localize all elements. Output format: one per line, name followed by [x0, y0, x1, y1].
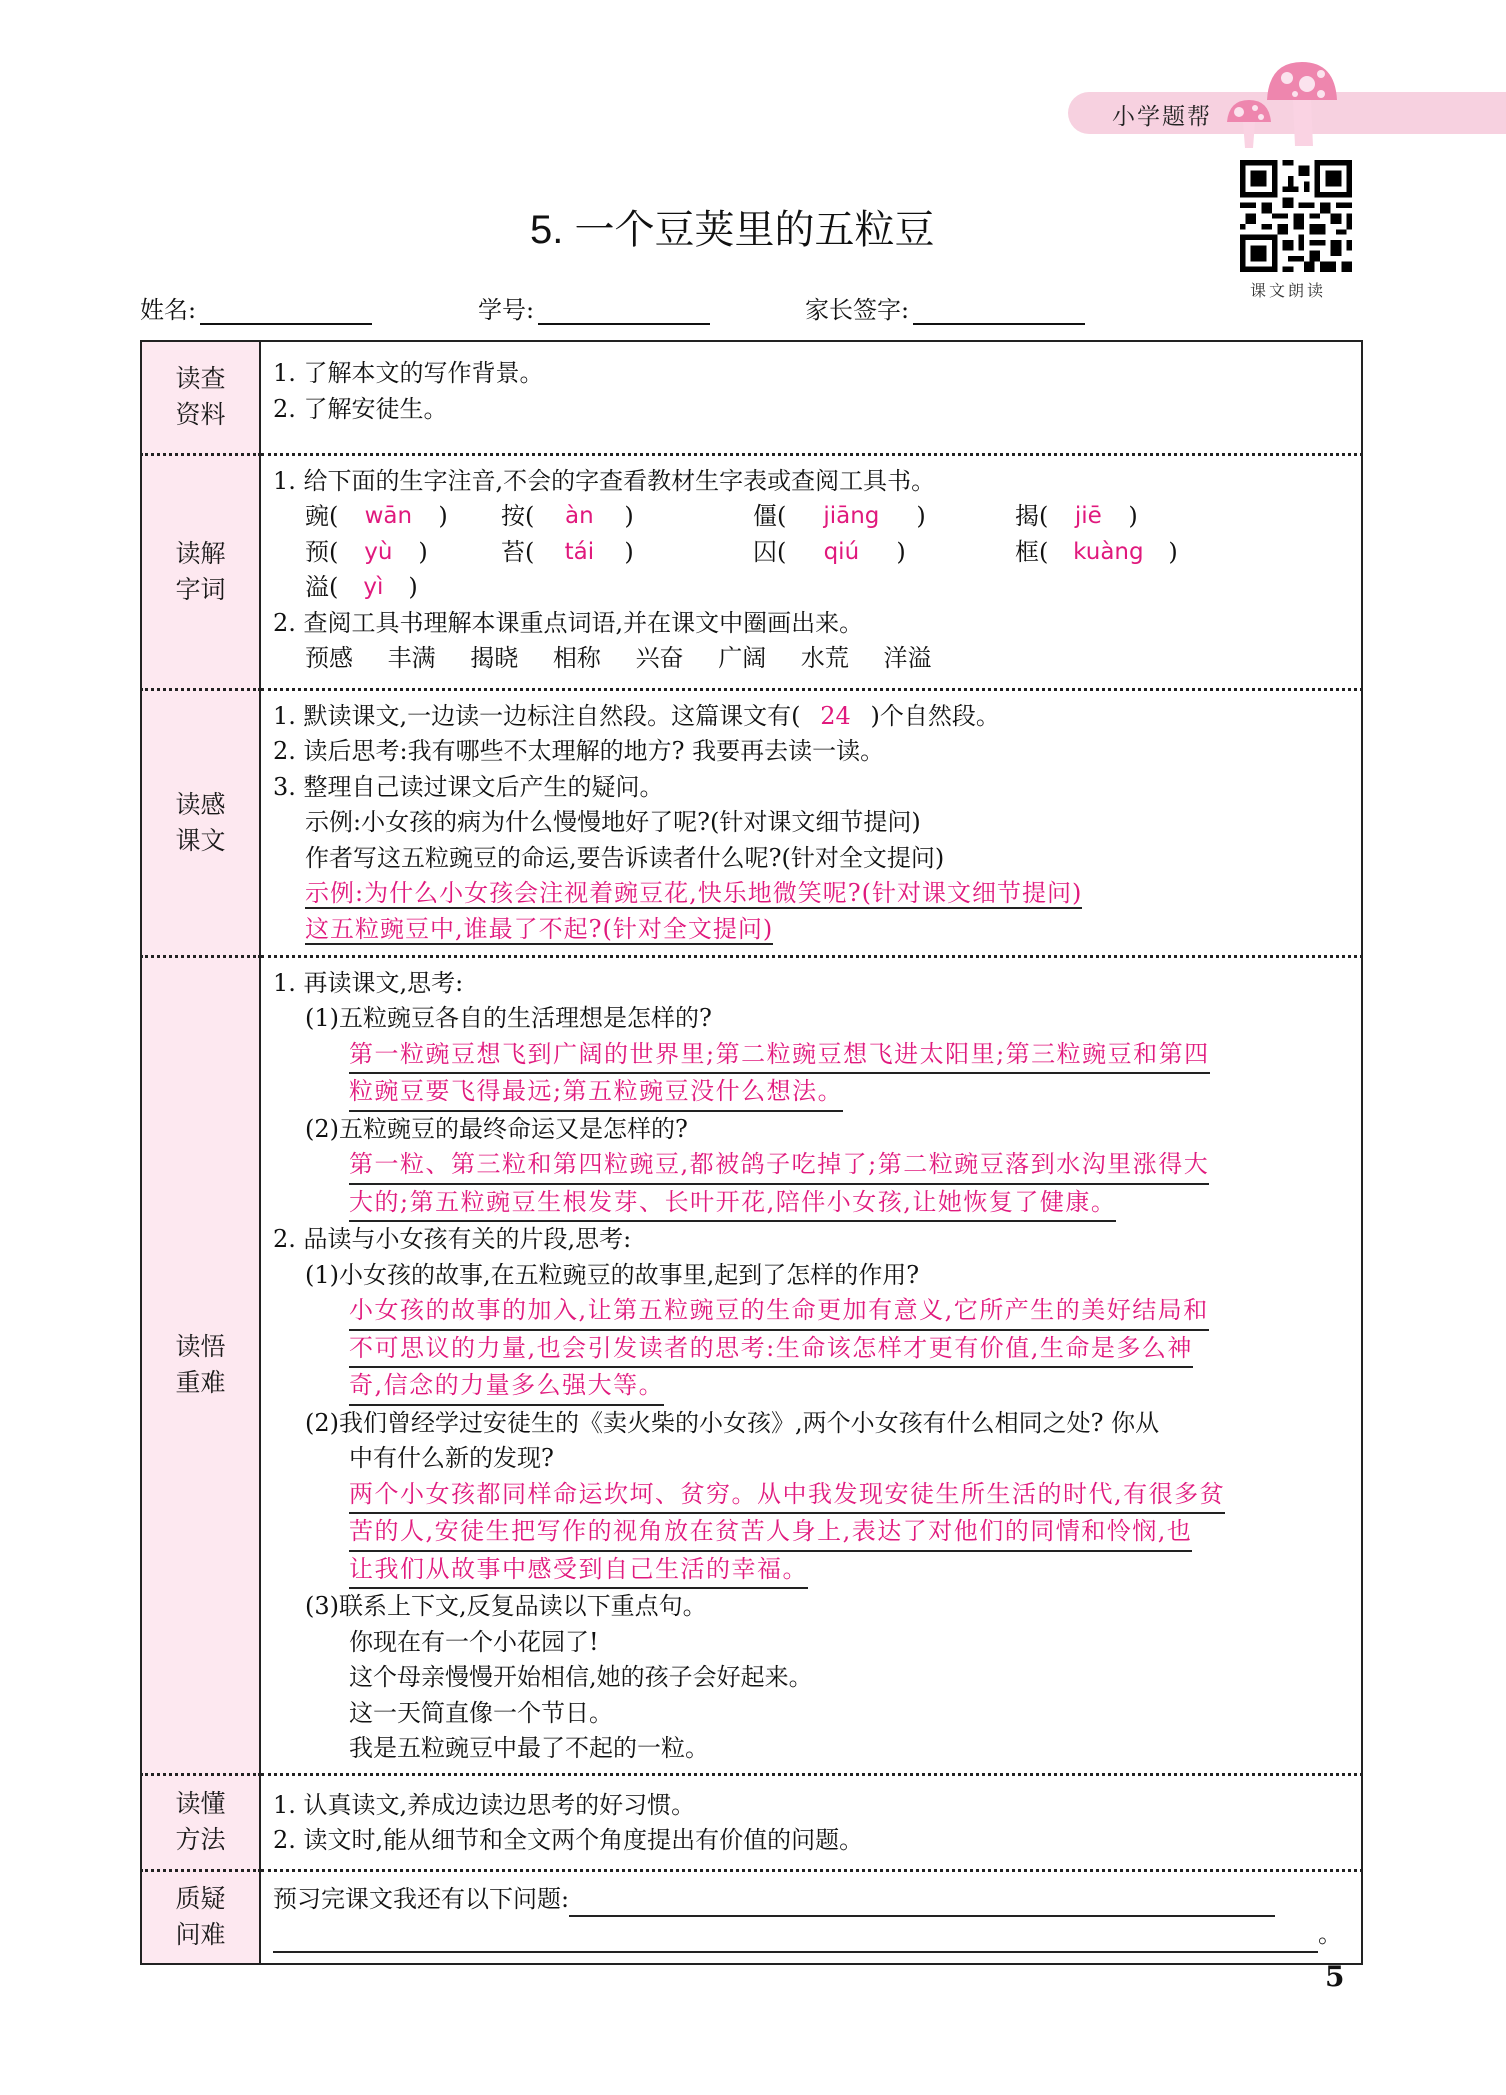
label-line: 课文	[175, 825, 226, 855]
section-content	[260, 1774, 1362, 1870]
sub-question-cont: 中有什么新的发现?	[349, 1444, 554, 1472]
key-word: 兴奋	[635, 644, 684, 672]
answer-text: 示例:为什么小女孩会注视着豌豆花,快乐地微笑呢?(针对课文细节提问)	[305, 879, 1083, 907]
section-label	[141, 341, 260, 454]
paren: )	[896, 537, 906, 566]
pinyin-item[interactable]	[753, 499, 1015, 535]
pinyin-item[interactable]	[305, 535, 501, 571]
label-line: 读感	[175, 789, 226, 819]
section-content	[260, 341, 1362, 454]
paren: )	[418, 537, 428, 566]
example-line: 示例:小女孩的病为什么慢慢地好了呢?(针对课文细节提问)	[305, 808, 921, 836]
key-word: 预感	[305, 644, 353, 672]
label-line: 读查	[175, 364, 226, 394]
section-read-words	[141, 454, 1362, 689]
question-text: )个自然段。	[870, 701, 1000, 730]
answer-block	[273, 1477, 1351, 1590]
pinyin-answer: àn	[565, 503, 594, 529]
section-content	[260, 689, 1362, 956]
name-label: 姓名:	[140, 296, 197, 324]
sub-question: (1)小女孩的故事,在五粒豌豆的故事里,起到了怎样的作用?	[305, 1260, 920, 1289]
qr-caption: 课文朗读	[1250, 281, 1327, 300]
key-word: 相称	[552, 644, 601, 672]
mushroom-large-icon	[1265, 60, 1339, 150]
task-line: 3. 整理自己读过课文后产生的疑问。	[273, 772, 664, 801]
page-number: 5	[1325, 1960, 1345, 1993]
answer-line	[273, 876, 1351, 912]
parent-signature-blank[interactable]	[913, 297, 1085, 325]
pinyin-answer: yì	[363, 574, 384, 600]
method-line: 1. 认真读文,养成边读边思考的好习惯。	[273, 1790, 696, 1819]
section-key-difficulties	[141, 956, 1362, 1774]
label-line: 资料	[175, 400, 226, 430]
key-sentence: 你现在有一个小花园了!	[349, 1627, 599, 1656]
task-line	[273, 699, 1351, 735]
key-word: 广阔	[718, 644, 767, 672]
section-label	[141, 956, 260, 1774]
name-field[interactable]	[140, 290, 372, 325]
pinyin-answer: tái	[564, 538, 595, 565]
section-content	[260, 454, 1362, 689]
preview-worksheet-table	[140, 340, 1363, 1965]
section-content	[260, 956, 1362, 1774]
label-line: 重难	[175, 1368, 226, 1397]
answer-line: 奇,信念的力量多么强大等。	[349, 1368, 664, 1406]
char: 框(	[1015, 537, 1049, 566]
char: 豌(	[305, 502, 339, 530]
end-mark: 。	[1318, 1920, 1342, 1948]
instruction: 2. 查阅工具书理解本课重点词语,并在课文中圈画出来。	[273, 608, 864, 637]
section-label	[141, 454, 260, 689]
answer-blank[interactable]	[569, 1885, 1275, 1917]
answer-blank[interactable]	[273, 1921, 1318, 1953]
student-id-label: 学号:	[478, 296, 535, 324]
paren: )	[624, 502, 634, 530]
sub-question: (2)五粒豌豆的最终命运又是怎样的?	[305, 1114, 688, 1143]
paren: )	[916, 502, 926, 530]
method-line: 2. 读文时,能从细节和全文两个角度提出有价值的问题。	[273, 1826, 864, 1854]
student-info-row	[140, 290, 1140, 326]
pinyin-item[interactable]	[1015, 535, 1178, 571]
sub-question: (3)联系上下文,反复品读以下重点句。	[305, 1592, 707, 1620]
question: 2. 品读与小女孩有关的片段,思考:	[273, 1225, 632, 1253]
paren: )	[1168, 537, 1178, 566]
label-line: 质疑	[175, 1884, 226, 1914]
answer-line: 两个小女孩都同样命运坎坷、贫穷。从中我发现安徒生所生活的时代,有很多贫	[349, 1477, 1225, 1515]
section-questions	[141, 1870, 1362, 1964]
key-word: 揭晓	[470, 644, 519, 672]
pinyin-item[interactable]	[501, 499, 753, 535]
pinyin-item[interactable]	[1015, 499, 1138, 535]
pinyin-item[interactable]	[501, 535, 753, 571]
pinyin-row	[273, 570, 1351, 606]
answer-line: 让我们从故事中感受到自己生活的幸福。	[349, 1552, 808, 1590]
answer-line: 不可思议的力量,也会引发读者的思考:生命该怎样才更有价值,生命是多么神	[349, 1331, 1193, 1369]
sub-question: (1)五粒豌豆各自的生活理想是怎样的?	[305, 1004, 712, 1032]
brand-label: 小学题帮	[1112, 104, 1212, 130]
question: 1. 再读课文,思考:	[273, 968, 464, 997]
label-line: 字词	[175, 574, 226, 604]
pinyin-item[interactable]	[305, 499, 501, 535]
answer-line: 第一粒、第三粒和第四粒豌豆,都被鸽子吃掉了;第二粒豌豆落到水沟里涨得大	[349, 1147, 1209, 1185]
section-content	[260, 1870, 1362, 1964]
label-line: 读解	[175, 538, 226, 568]
char: 囚(	[753, 537, 787, 566]
task-line: 2. 读后思考:我有哪些不太理解的地方? 我要再去读一读。	[273, 737, 885, 765]
label-line: 读悟	[175, 1332, 226, 1361]
pinyin-item[interactable]	[305, 570, 418, 606]
key-word: 洋溢	[883, 644, 932, 672]
page-title: 5. 一个豆荚里的五粒豆	[530, 208, 935, 252]
char: 苔(	[501, 537, 535, 566]
answer-line	[273, 912, 1351, 948]
section-label	[141, 689, 260, 956]
key-sentence: 我是五粒豌豆中最了不起的一粒。	[349, 1734, 709, 1762]
label-line: 方法	[175, 1825, 226, 1854]
pinyin-answer: jiāng	[823, 503, 880, 529]
question-text: 1. 默读课文,一边读一边标注自然段。这篇课文有(	[273, 701, 801, 730]
key-sentence: 这个母亲慢慢开始相信,她的孩子会好起来。	[349, 1663, 813, 1691]
answer-text: 这五粒豌豆中,谁最了不起?(针对全文提问)	[305, 914, 774, 943]
answer-block	[273, 1147, 1351, 1222]
label-line: 读懂	[175, 1789, 226, 1818]
pinyin-row	[273, 499, 1351, 535]
char: 按(	[501, 502, 535, 530]
section-reading-method	[141, 1774, 1362, 1870]
task-line: 2. 了解安徒生。	[273, 394, 448, 423]
paren: )	[624, 537, 634, 566]
section-label	[141, 1870, 260, 1964]
question-prompt-line	[273, 1882, 1351, 1918]
section-read-feel-text	[141, 689, 1362, 956]
task-line: 1. 了解本文的写作背景。	[273, 359, 544, 387]
section-read-check-material	[141, 341, 1362, 454]
qr-code[interactable]	[1240, 160, 1352, 272]
char: 溢(	[305, 573, 339, 601]
pinyin-item[interactable]	[753, 535, 1015, 571]
pinyin-row	[273, 535, 1351, 571]
key-word: 水荒	[800, 644, 849, 672]
answer-block	[273, 1037, 1351, 1112]
answer-block	[273, 1293, 1351, 1406]
paren: )	[408, 573, 418, 601]
paren: )	[438, 502, 448, 530]
name-blank[interactable]	[200, 297, 372, 325]
section-label	[141, 1774, 260, 1870]
answer-line: 第一粒豌豆想飞到广阔的世界里;第二粒豌豆想飞进太阳里;第三粒豌豆和第四	[349, 1037, 1210, 1075]
answer-blank-line	[273, 1917, 1351, 1953]
paren: )	[1128, 502, 1138, 530]
char: 揭(	[1015, 502, 1049, 530]
parent-signature-label: 家长签字:	[805, 296, 910, 324]
pinyin-answer: wān	[364, 503, 413, 529]
sub-question: (2)我们曾经学过安徒生的《卖火柴的小女孩》,两个小女孩有什么相同之处? 你从	[305, 1408, 1160, 1437]
pinyin-answer: qiú	[823, 538, 860, 565]
parent-signature-field[interactable]	[805, 290, 1085, 325]
char: 预(	[305, 537, 339, 566]
paragraph-count-answer: 24	[820, 701, 851, 730]
student-id-blank[interactable]	[538, 297, 710, 325]
label-line: 问难	[175, 1920, 226, 1950]
student-id-field[interactable]	[478, 290, 710, 325]
char: 僵(	[753, 502, 787, 530]
question-prompt: 预习完课文我还有以下问题:	[273, 1884, 570, 1913]
key-word: 丰满	[387, 644, 436, 672]
key-sentence: 这一天简直像一个节日。	[349, 1698, 613, 1727]
pinyin-answer: yù	[364, 538, 393, 565]
pinyin-answer: jiē	[1074, 503, 1102, 529]
answer-line: 粒豌豆要飞得最远;第五粒豌豆没什么想法。	[349, 1074, 843, 1112]
instruction: 1. 给下面的生字注音,不会的字查看教材生字表或查阅工具书。	[273, 466, 936, 495]
example-line: 作者写这五粒豌豆的命运,要告诉读者什么呢?(针对全文提问)	[305, 843, 945, 872]
answer-line: 苦的人,安徒生把写作的视角放在贫苦人身上,表达了对他们的同情和怜悯,也	[349, 1514, 1192, 1552]
answer-line: 小女孩的故事的加入,让第五粒豌豆的生命更加有意义,它所产生的美好结局和	[349, 1293, 1209, 1331]
answer-line: 大的;第五粒豌豆生根发芽、长叶开花,陪伴小女孩,让她恢复了健康。	[349, 1185, 1116, 1223]
key-words	[273, 641, 1351, 677]
pinyin-answer: kuàng	[1073, 538, 1144, 565]
